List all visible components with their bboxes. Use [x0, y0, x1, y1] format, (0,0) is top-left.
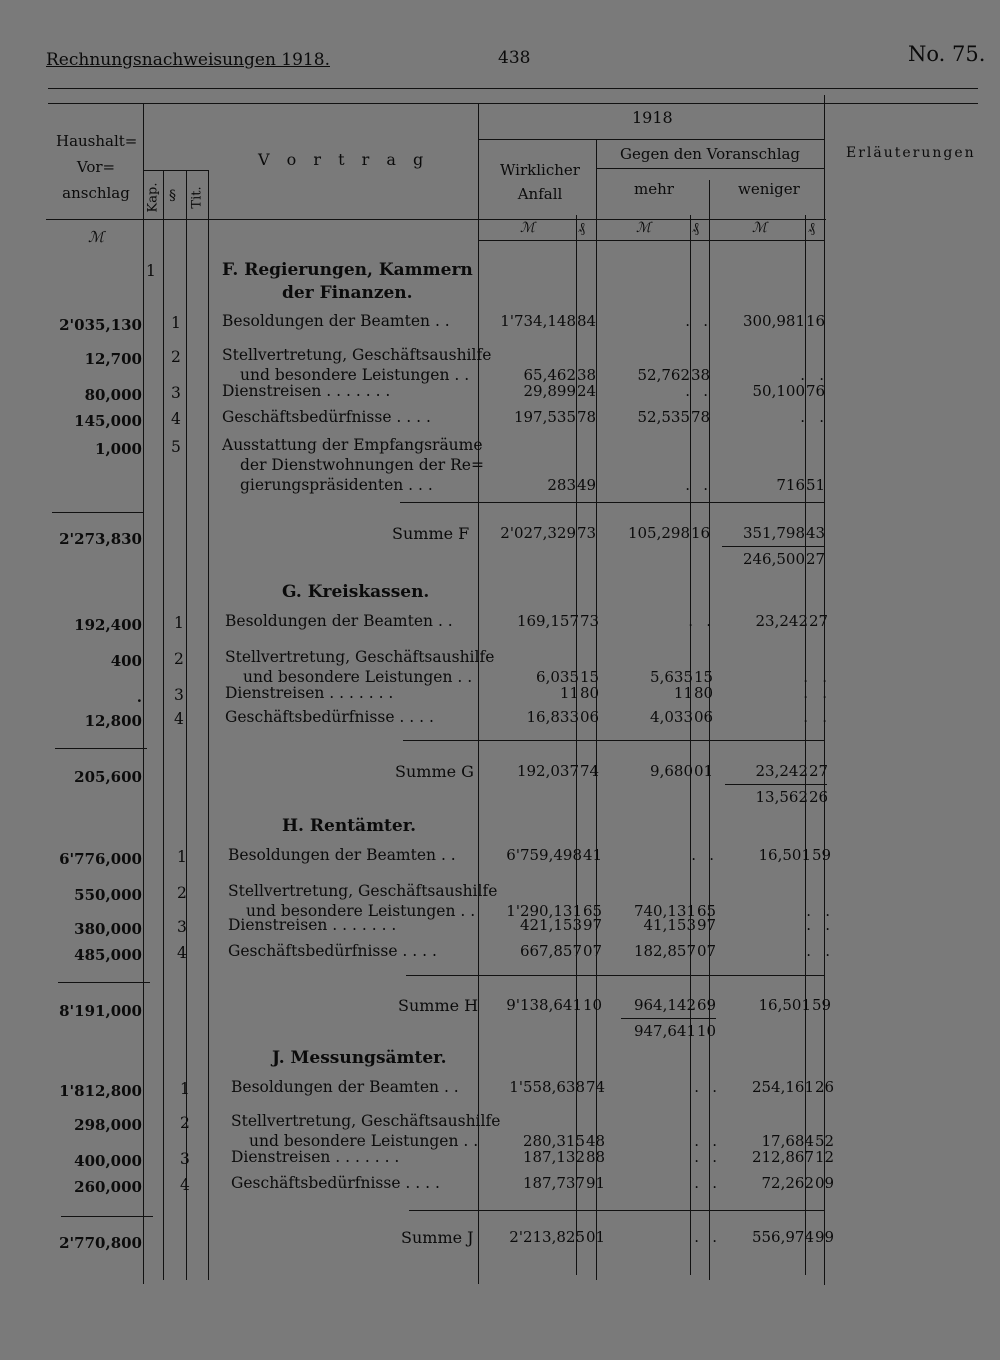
kap-number: 1	[146, 262, 156, 280]
weniger-pf-value: .	[825, 942, 830, 960]
weniger-pf-value: 52	[815, 1132, 835, 1150]
anfall-pf-value: 01	[586, 1228, 606, 1246]
summe-rule	[409, 1210, 824, 1211]
weniger-pf-value: .	[822, 684, 827, 702]
row-label: Dienstreisen . . . . . . .	[225, 684, 394, 702]
year-rule	[478, 139, 824, 140]
mehr-pf-value: .	[703, 476, 708, 494]
row-label: und besondere Leistungen . .	[249, 1132, 479, 1150]
weniger-mark-value: 50,100	[752, 382, 805, 400]
anfall-pf-value: 15	[580, 668, 600, 686]
col-line-tit	[208, 170, 209, 1280]
voranschlag-value: 1'812,800	[59, 1082, 142, 1100]
haushalt-header-line1: Haushalt=	[56, 132, 138, 150]
mehr-header: mehr	[634, 180, 674, 198]
weniger-pf-value: 76	[806, 382, 826, 400]
mehr-pf-value: 15	[694, 668, 714, 686]
weniger-mark-value: 212,867	[751, 1148, 814, 1166]
document-number: No. 75.	[908, 42, 986, 66]
kap-rule	[143, 170, 208, 171]
mehr-pf-value: .	[712, 1228, 717, 1246]
voranschlag-value: 145,000	[74, 412, 142, 430]
mehr-pf-value: 97	[697, 916, 717, 934]
summe-voranschlag-value: 8'191,000	[59, 1002, 142, 1020]
row-label: Dienstreisen . . . . . . .	[222, 382, 391, 400]
anfall-mark-value: 667,857	[519, 942, 582, 960]
para-number: 1	[174, 614, 184, 632]
anfall-mark-value: 1'734,148	[500, 312, 576, 330]
net-mark-value: 947,641	[633, 1022, 696, 1040]
table-top-rule	[48, 88, 978, 89]
anfall-mark-value: 187,737	[522, 1174, 585, 1192]
mehr-mark-value: 52,535	[637, 408, 690, 426]
net-rule	[722, 546, 824, 547]
row-label: und besondere Leistungen . .	[246, 902, 476, 920]
weniger-pf-value: 99	[815, 1228, 835, 1246]
weniger-mark-value: 556,974	[751, 1228, 814, 1246]
section-title-f: F. Regierungen, Kammern	[222, 260, 473, 280]
mehr-mark-value: .	[694, 1132, 699, 1150]
para-number: 2	[177, 884, 187, 902]
para-number: 3	[180, 1150, 190, 1168]
weniger-mark-value: .	[806, 902, 811, 920]
anfall-mark-value: 187,132	[522, 1148, 585, 1166]
weniger-mark-value: .	[806, 942, 811, 960]
page-number: 438	[498, 48, 531, 68]
weniger-mark-value: 351,798	[742, 524, 805, 542]
net-pf-value: 10	[697, 1022, 717, 1040]
net-mark-value: 13,562	[755, 788, 808, 806]
para-number: 3	[177, 918, 187, 936]
mehr-pf-value: 78	[691, 408, 711, 426]
weniger-pf-value: .	[819, 366, 824, 384]
anfall-mark-value: 283	[547, 476, 576, 494]
mehr-pf-value: 16	[691, 524, 711, 542]
anfall-mark-value: 65,462	[523, 366, 576, 384]
mehr-mark-value: 9,680	[650, 762, 693, 780]
row-label: und besondere Leistungen . .	[240, 366, 470, 384]
weniger-pf-value: 59	[812, 996, 832, 1014]
net-rule	[725, 784, 827, 785]
mehr-mark-value: .	[694, 1228, 699, 1246]
unit-pf-mehr: ₰	[692, 220, 699, 236]
weniger-pf-value: .	[822, 668, 827, 686]
para-number: 1	[171, 314, 181, 332]
row-label: und besondere Leistungen . .	[243, 668, 473, 686]
weniger-pf-value: .	[822, 708, 827, 726]
net-pf-value: 26	[809, 788, 829, 806]
para-number: 4	[171, 410, 181, 428]
voranschlag-value: 12,700	[84, 350, 142, 368]
row-label: Dienstreisen . . . . . . .	[231, 1148, 400, 1166]
row-label: Besoldungen der Beamten . .	[228, 846, 456, 864]
anfall-mark-value: 2'213,825	[509, 1228, 585, 1246]
anfall-mark-value: 6,035	[536, 668, 579, 686]
weniger-mark-value: .	[800, 366, 805, 384]
mehr-pf-value: .	[709, 846, 714, 864]
mehr-mark-value: .	[694, 1148, 699, 1166]
mehr-mark-value: .	[688, 612, 693, 630]
weniger-pf-value: 27	[809, 612, 829, 630]
gegen-header: Gegen den Voranschlag	[620, 145, 801, 163]
section-title-f-line2: der Finanzen.	[282, 283, 413, 303]
mehr-pf-value: 06	[694, 708, 714, 726]
anfall-pf-value: 73	[580, 612, 600, 630]
units-rule	[478, 240, 824, 241]
weniger-pf-value: 12	[815, 1148, 835, 1166]
weniger-mark-value: .	[800, 408, 805, 426]
para-number: 4	[180, 1176, 190, 1194]
anfall-pf-value: 41	[583, 846, 603, 864]
weniger-mark-value: 17,684	[761, 1132, 814, 1150]
para-number: 4	[177, 944, 187, 962]
para-header: §	[169, 188, 176, 204]
para-number: 1	[180, 1080, 190, 1098]
section-title-h: H. Rentämter.	[282, 816, 417, 836]
voranschlag-summe-rule	[61, 1216, 153, 1217]
weniger-header: weniger	[738, 180, 800, 198]
mehr-mark-value: 5,635	[650, 668, 693, 686]
row-label: Stellvertretung, Geschäftsaushilfe	[228, 882, 498, 900]
mehr-mark-value: 4,033	[650, 708, 693, 726]
weniger-pf-value: .	[825, 916, 830, 934]
para-number: 2	[180, 1114, 190, 1132]
unit-mark-anfall: ℳ	[520, 220, 535, 236]
para-number: 2	[174, 650, 184, 668]
anfall-header	[490, 158, 590, 206]
mehr-pf-value: 07	[697, 942, 717, 960]
weniger-mark-value: 72,262	[761, 1174, 814, 1192]
summe-voranschlag-value: 205,600	[74, 768, 142, 786]
anfall-mark-value: 1'558,638	[509, 1078, 585, 1096]
para-number: 5	[171, 438, 181, 456]
anfall-mark-value: 192,037	[516, 762, 579, 780]
anfall-pf-value: 06	[580, 708, 600, 726]
weniger-mark-value: 716	[776, 476, 805, 494]
mehr-pf-value: .	[703, 312, 708, 330]
summe-voranschlag-value: 2'273,830	[59, 530, 142, 548]
mehr-pf-value: 69	[697, 996, 717, 1014]
weniger-mark-value: .	[803, 668, 808, 686]
anfall-mark-value: 421,153	[519, 916, 582, 934]
mehr-pf-value: 38	[691, 366, 711, 384]
anfall-pf-value: 38	[577, 366, 597, 384]
weniger-pf-value: 09	[815, 1174, 835, 1192]
anfall-pf-value: 65	[583, 902, 603, 920]
mehr-pf-value: .	[712, 1132, 717, 1150]
anfall-pf-value: 80	[580, 684, 600, 702]
mehr-pf-value: .	[712, 1174, 717, 1192]
weniger-pf-value: 26	[815, 1078, 835, 1096]
anfall-header-line1: Wirklicher	[500, 161, 580, 179]
anfall-mark-value: 29,899	[523, 382, 576, 400]
vortrag-header: V o r t r a g	[258, 150, 430, 169]
anfall-mark-value: 169,157	[516, 612, 579, 630]
mehr-pf-value: .	[712, 1078, 717, 1096]
para-number: 3	[171, 384, 181, 402]
voranschlag-value: .	[136, 688, 142, 706]
unit-mark-voranschlag: ℳ	[88, 228, 105, 246]
voranschlag-summe-rule	[52, 512, 144, 513]
weniger-pf-value: 59	[812, 846, 832, 864]
gegen-rule	[596, 168, 824, 169]
row-label: Ausstattung der Empfangsräume	[222, 436, 483, 454]
voranschlag-value: 80,000	[84, 386, 142, 404]
mehr-pf-value: .	[706, 612, 711, 630]
mehr-mark-value: 182,857	[633, 942, 696, 960]
mehr-pf-value: .	[712, 1148, 717, 1166]
weniger-pf-value: 16	[806, 312, 826, 330]
voranschlag-value: 260,000	[74, 1178, 142, 1196]
row-label: Besoldungen der Beamten . .	[222, 312, 450, 330]
summe-label: Summe H	[398, 996, 479, 1015]
kap-header: Kap.	[145, 182, 161, 213]
weniger-mark-value: 16,501	[758, 846, 811, 864]
voranschlag-value: 485,000	[74, 946, 142, 964]
voranschlag-value: 298,000	[74, 1116, 142, 1134]
weniger-pf-value: .	[825, 902, 830, 920]
anfall-mark-value: 9'138,641	[506, 996, 582, 1014]
col-line-kap	[163, 170, 164, 1280]
row-label: Stellvertretung, Geschäftsaushilfe	[225, 648, 495, 666]
para-number: 4	[174, 710, 184, 728]
anfall-mark-value: 2'027,329	[500, 524, 576, 542]
anfall-mark-value: 11	[559, 684, 579, 702]
tit-header: Tit.	[189, 186, 205, 209]
weniger-pf-value: 43	[806, 524, 826, 542]
mehr-mark-value: 105,298	[627, 524, 690, 542]
voranschlag-value: 400,000	[74, 1152, 142, 1170]
unit-mark-mehr: ℳ	[636, 220, 651, 236]
voranschlag-value: 550,000	[74, 886, 142, 904]
mehr-mark-value: .	[685, 476, 690, 494]
row-label: der Dienstwohnungen der Re=	[240, 456, 484, 474]
voranschlag-summe-rule	[58, 982, 150, 983]
anfall-pf-value: 91	[586, 1174, 606, 1192]
voranschlag-value: 400	[110, 652, 142, 670]
summe-rule	[406, 975, 824, 976]
summe-voranschlag-value: 2'770,800	[59, 1234, 142, 1252]
anfall-pf-value: 49	[577, 476, 597, 494]
row-label: Stellvertretung, Geschäftsaushilfe	[231, 1112, 501, 1130]
anfall-pf-value: 73	[577, 524, 597, 542]
col-line-voranschlag	[143, 104, 144, 1284]
weniger-pf-value: 51	[806, 476, 826, 494]
voranschlag-summe-rule	[55, 748, 147, 749]
anfall-header-line2: Anfall	[517, 185, 563, 203]
running-title: Rechnungsnachweisungen 1918.	[46, 50, 330, 70]
unit-pf-anfall: ₰	[578, 220, 585, 236]
weniger-mark-value: .	[806, 916, 811, 934]
weniger-pf-value: 27	[809, 762, 829, 780]
anfall-mark-value: 1'290,131	[506, 902, 582, 920]
voranschlag-value: 2'035,130	[59, 316, 142, 334]
row-label: Geschäftsbedürfnisse . . . .	[225, 708, 434, 726]
voranschlag-value: 192,400	[74, 616, 142, 634]
weniger-mark-value: 23,242	[755, 612, 808, 630]
haushalt-header-line3: anschlag	[62, 184, 130, 202]
weniger-mark-value: .	[803, 684, 808, 702]
mehr-pf-value: 65	[697, 902, 717, 920]
anfall-pf-value: 78	[577, 408, 597, 426]
para-number: 3	[174, 686, 184, 704]
anfall-pf-value: 88	[586, 1148, 606, 1166]
mehr-pf-value: 01	[694, 762, 714, 780]
anfall-pf-value: 84	[577, 312, 597, 330]
anfall-pf-value: 07	[583, 942, 603, 960]
weniger-mark-value: 16,501	[758, 996, 811, 1014]
unit-pf-weniger: ₰	[808, 220, 815, 236]
weniger-mark-value: 254,161	[751, 1078, 814, 1096]
row-label: Stellvertretung, Geschäftsaushilfe	[222, 346, 492, 364]
net-pf-value: 27	[806, 550, 826, 568]
row-label: Besoldungen der Beamten . .	[231, 1078, 459, 1096]
anfall-pf-value: 48	[586, 1132, 606, 1150]
row-label: Geschäftsbedürfnisse . . . .	[231, 1174, 440, 1192]
mehr-pf-value: .	[703, 382, 708, 400]
unit-mark-weniger: ℳ	[752, 220, 767, 236]
anfall-pf-value: 74	[586, 1078, 606, 1096]
mehr-mark-value: 52,762	[637, 366, 690, 384]
mehr-mark-value: .	[694, 1078, 699, 1096]
net-rule	[621, 1018, 716, 1019]
haushalt-header	[56, 128, 136, 206]
weniger-pf-value: .	[819, 408, 824, 426]
row-label: gierungspräsidenten . . .	[240, 476, 433, 494]
summe-label: Summe G	[395, 762, 474, 781]
table-top-rule-2	[48, 103, 978, 104]
mehr-mark-value: .	[691, 846, 696, 864]
anfall-pf-value: 10	[583, 996, 603, 1014]
net-mark-value: 246,500	[742, 550, 805, 568]
voranschlag-value: 1,000	[95, 440, 142, 458]
weniger-mark-value: .	[803, 708, 808, 726]
erlaeuterungen-header: Erläuterungen	[846, 145, 976, 161]
mehr-mark-value: .	[685, 312, 690, 330]
mehr-mark-value: 11	[673, 684, 693, 702]
mehr-mark-value: 740,131	[633, 902, 696, 920]
mehr-mark-value: .	[694, 1174, 699, 1192]
row-label: Geschäftsbedürfnisse . . . .	[228, 942, 437, 960]
para-number: 2	[171, 348, 181, 366]
voranschlag-value: 12,800	[84, 712, 142, 730]
summe-label: Summe J	[401, 1228, 474, 1247]
mehr-mark-value: .	[685, 382, 690, 400]
anfall-mark-value: 280,315	[522, 1132, 585, 1150]
haushalt-header-line2: Vor=	[76, 158, 116, 176]
row-label: Besoldungen der Beamten . .	[225, 612, 453, 630]
mehr-mark-value: 964,142	[633, 996, 696, 1014]
summe-rule	[403, 740, 824, 741]
anfall-pf-value: 24	[577, 382, 597, 400]
col-line-mehr	[709, 180, 710, 1280]
anfall-mark-value: 6'759,498	[506, 846, 582, 864]
section-title-j: J. Messungsämter.	[272, 1048, 447, 1068]
anfall-mark-value: 16,833	[526, 708, 579, 726]
weniger-mark-value: 300,981	[742, 312, 805, 330]
row-label: Geschäftsbedürfnisse . . . .	[222, 408, 431, 426]
anfall-pf-value: 74	[580, 762, 600, 780]
mehr-pf-value: 80	[694, 684, 714, 702]
year-header: 1918	[632, 108, 673, 127]
voranschlag-value: 6'776,000	[59, 850, 142, 868]
summe-rule	[400, 502, 824, 503]
mehr-mark-value: 41,153	[643, 916, 696, 934]
para-number: 1	[177, 848, 187, 866]
anfall-pf-value: 97	[583, 916, 603, 934]
voranschlag-value: 380,000	[74, 920, 142, 938]
section-title-g: G. Kreiskassen.	[282, 582, 430, 602]
anfall-mark-value: 197,535	[513, 408, 576, 426]
row-label: Dienstreisen . . . . . . .	[228, 916, 397, 934]
weniger-mark-value: 23,242	[755, 762, 808, 780]
summe-label: Summe F	[392, 524, 470, 543]
